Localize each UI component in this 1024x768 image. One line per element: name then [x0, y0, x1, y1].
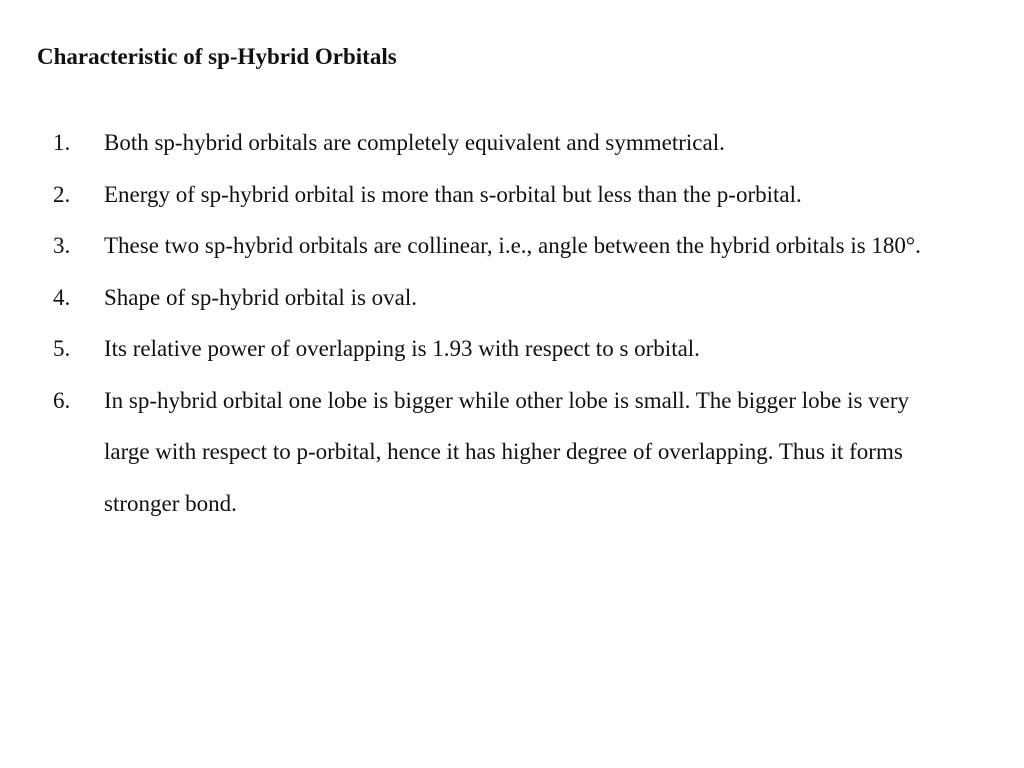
item-text: Energy of sp-hybrid orbital is more than s-orbital but less than the p-orbital.: [104, 181, 802, 207]
item-text: These two sp-hybrid orbitals are collinear, i.e., angle between the hybrid orbitals is 180°.: [104, 233, 921, 258]
item-text: In sp-hybrid orbital one lobe is bigger while other lobe is small. The bigger lobe is very large with respect to p-orbital, hence it has higher degree of overlapping. Thus it forms stronger bond.: [104, 387, 910, 516]
list-item: [0, 375, 1024, 530]
list-item: [0, 220, 1024, 272]
item-number: 4.: [53, 284, 71, 310]
item-number: 2.: [53, 181, 71, 207]
list-item: [0, 169, 1024, 221]
item-number: 1.: [53, 130, 71, 155]
list-item: [0, 323, 1024, 375]
item-text: Shape of sp-hybrid orbital is oval.: [104, 284, 418, 310]
list-item: [0, 272, 1024, 324]
item-text: Both sp-hybrid orbitals are completely equivalent and symmetrical.: [104, 130, 725, 155]
item-number: 3.: [53, 233, 71, 258]
item-number: 6.: [53, 387, 71, 413]
item-number: 5.: [53, 336, 71, 361]
list-item: [0, 117, 1024, 169]
slide-title: Characteristic of sp-Hybrid Orbitals: [37, 44, 397, 69]
item-text: Its relative power of overlapping is 1.93 with respect to s orbital.: [104, 336, 700, 361]
characteristics-list: [0, 117, 1024, 529]
